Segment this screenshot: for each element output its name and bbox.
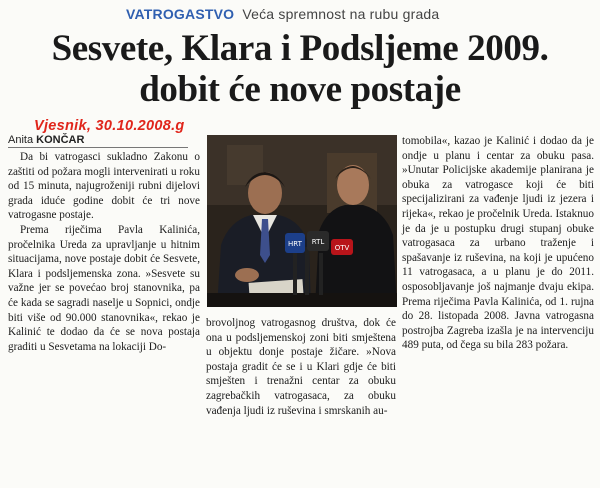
author-byline bbox=[8, 134, 188, 148]
paragraph: tomobila«, kazao je Kalinić i dodao da je ondje u planu i centar za obuku pasa. »Unutar Policijske akademije planirana je obuka za vatrogasce koji će biti specijalizirani za vađenje ljudi iz jezera i rijeka«, rekao je pročelnik Ureda. Istaknuo je da je u postupku drugi stupanj obuke vatrogasaca za urbano traženje i spašavanje iz ruševina, na koji je upućeno 11 vatrogasaca, a u planu je do 2011. osposobljavanje još najmanje dvaju ekipa. Prema riječima Pavla Kalinića, od 1. rujna do 28. listopada 2008. Javna vatrogasna postrojba Zagreba izašla je na intervenciju 489 puta, od čega su bila 283 požara. bbox=[402, 135, 594, 352]
paragraph: brovoljnog vatrogasnog društva, dok će ona u podsljemenskoj zoni biti smještena u objektu donje postaje žičare. »Nova postaja gradit će se i u Klari gdje će biti smješten i trenažni centar za obuku zagrebačkih vatrogasaca, za obuku vađenja ljudi iz ruševina i smrskanih au- bbox=[206, 317, 396, 417]
mic-label-3: OTV bbox=[334, 244, 350, 252]
section-label: VATROGASTVO bbox=[126, 6, 235, 22]
paragraph: Da bi vatrogasci sukladno Zakonu o zaštiti od požara mogli intervenirati u roku od 15 minuta, najugroženiji rubni dijelovi grada iduće godine dobit će tri nove vatrogasne postaje. bbox=[8, 151, 200, 222]
paragraph: Prema riječima Pavla Kalinića, pročelnika Ureda za upravljanje u hitnim situacijama, nove postaje dobit će Sesvete, Klara i podsljemenska zona. »Sesvete su važne jer se povećao broj stanovnika, pa će kada se sagradi naselje u Sopnici, ondje biti više od 90.000 stanovnika«, rekao je Kalinić te dodao da će se nova postaja graditi u Sesvetama na lokaciji Do- bbox=[8, 223, 200, 353]
press-conference-photo bbox=[207, 135, 397, 307]
article-column-3 bbox=[402, 134, 594, 353]
article-column-1 bbox=[8, 150, 200, 354]
author-last-name: KONČAR bbox=[36, 134, 85, 146]
headline-line-1: Sesvete, Klara i Podsljeme 2009. bbox=[51, 28, 549, 69]
kicker-subtitle: Veća spremnost na rubu grada bbox=[242, 6, 440, 22]
source-stamp: Vjesnik, 30.10.2008.g bbox=[34, 118, 185, 134]
mic-label-1: HRT bbox=[288, 240, 302, 248]
kicker bbox=[126, 6, 439, 22]
article-column-2 bbox=[206, 316, 396, 418]
headline bbox=[6, 28, 594, 110]
headline-line-2: dobit će nove postaje bbox=[139, 69, 461, 110]
mic-label-2: RTL bbox=[311, 238, 325, 246]
author-first-name: Anita bbox=[8, 134, 34, 146]
